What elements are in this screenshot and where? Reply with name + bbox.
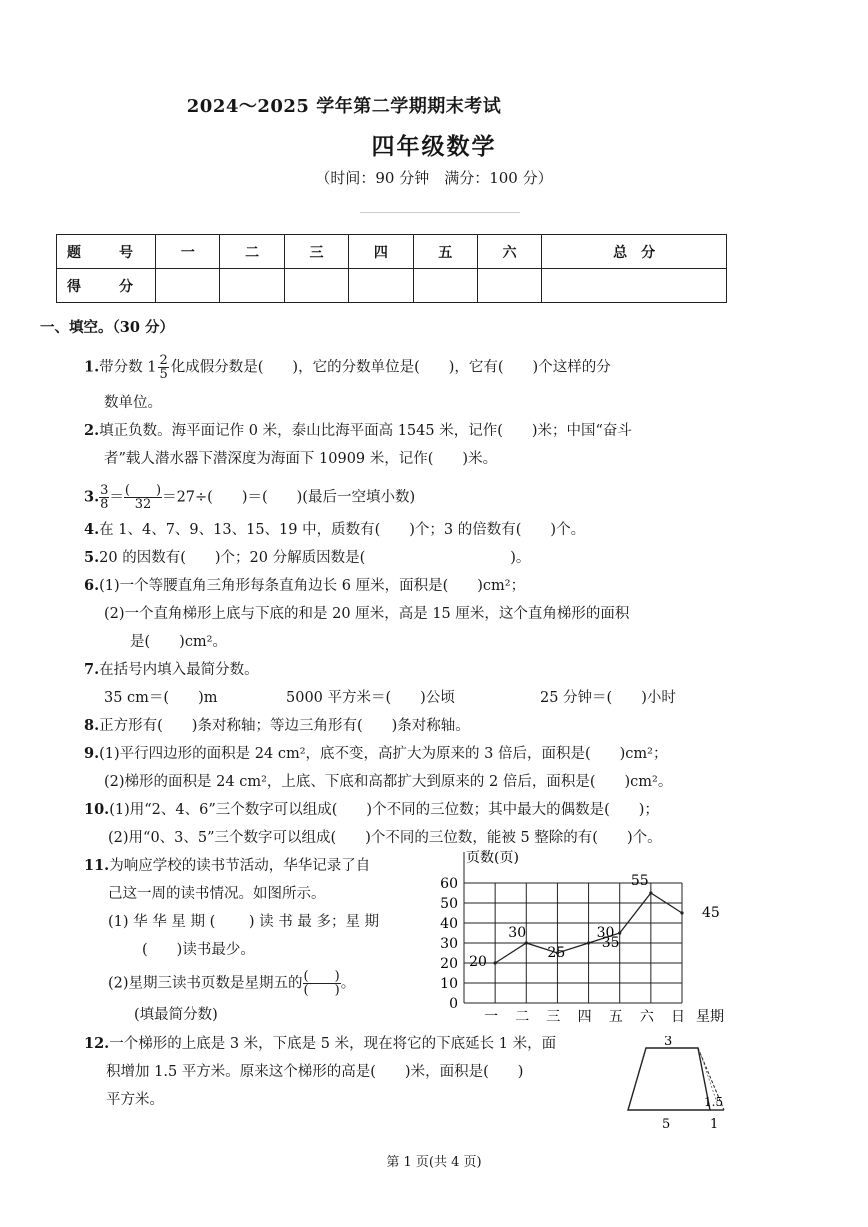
question-number: 11. xyxy=(84,857,110,874)
question-11 xyxy=(84,856,370,876)
score-header-cell: 一 xyxy=(156,235,220,269)
score-input-cell[interactable] xyxy=(413,269,477,303)
trapezoid-shape xyxy=(628,1048,710,1110)
question-text: 填正负数。海平面记作 0 米，泰山比海平面高 1545 米，记作( )米；中国“奋斗 xyxy=(99,423,632,439)
y-tick-label: 50 xyxy=(440,896,458,912)
question-10-part2: (2)用“0、3、5”三个数字可以组成( )个不同的三位数，能被 5 整除的有( )个。 xyxy=(108,830,662,846)
question-9-part2: (2)梯形的面积是 24 cm²，上底、下底和高都扩大到原来的 2 倍后，面积是( )cm²。 xyxy=(104,774,673,790)
y-tick-labels xyxy=(440,876,458,1012)
score-input-cell[interactable] xyxy=(542,269,727,303)
question-text: 20 的因数有( )个；20 分解质因数是( )。 xyxy=(99,550,531,566)
fraction-denominator: 5 xyxy=(159,367,168,382)
fraction xyxy=(99,484,109,511)
question-text: ＝27÷( )＝( )(最后一空填小数) xyxy=(162,489,416,506)
question-7 xyxy=(84,660,259,680)
question-number: 6. xyxy=(84,577,100,594)
extension-label: 1 xyxy=(710,1117,719,1132)
data-label: 30 xyxy=(508,925,527,941)
question-number: 7. xyxy=(84,661,100,678)
question-5 xyxy=(84,548,530,568)
y-tick-label: 40 xyxy=(440,916,458,932)
question-11-note: (填最简分数) xyxy=(134,1007,218,1023)
fraction-denominator: ( ) xyxy=(303,983,340,998)
question-text: (2)星期三读书页数是星期五的 xyxy=(108,975,303,992)
reading-line-chart xyxy=(432,846,732,1026)
question-text: 在括号内填入最简分数。 xyxy=(99,662,259,678)
y-tick-label: 20 xyxy=(440,956,458,972)
x-tick-label: 二 xyxy=(515,1009,530,1025)
y-tick-label: 60 xyxy=(440,876,458,892)
question-text: 带分数 1 xyxy=(99,359,157,376)
top-base-label: 3 xyxy=(664,1036,673,1049)
data-label: 25 xyxy=(547,945,566,961)
question-text: 一个梯形的上底是 3 米，下底是 5 米，现在将它的下底延长 1 米，面 xyxy=(109,1036,557,1052)
data-label: 35 xyxy=(601,935,620,951)
data-point xyxy=(494,961,497,964)
question-2 xyxy=(84,421,632,441)
page-footer: 第 1 页(共 4 页) xyxy=(386,1155,482,1170)
question-number: 10. xyxy=(84,801,110,818)
score-input-cell[interactable] xyxy=(156,269,220,303)
question-11-part1-cont: ( )读书最少。 xyxy=(142,942,255,958)
fraction xyxy=(124,484,162,511)
question-text: (1)一个等腰直角三角形每条直角边长 6 厘米，面积是( )cm²； xyxy=(99,578,526,594)
score-input-cell[interactable] xyxy=(477,269,541,303)
score-header-cell: 总 分 xyxy=(542,235,727,269)
data-point xyxy=(680,911,683,914)
y-tick-label: 10 xyxy=(440,976,458,992)
data-point xyxy=(649,891,652,894)
x-tick-label: 五 xyxy=(608,1009,623,1025)
data-label: 55 xyxy=(630,873,649,889)
question-6-part2: (2)一个直角梯形上底与下底的和是 20 厘米，高是 15 厘米，这个直角梯形的面积 xyxy=(104,606,630,622)
question-number: 4. xyxy=(84,521,100,538)
x-axis-label: 星期 xyxy=(696,1009,724,1025)
question-12-cont2: 平方米。 xyxy=(106,1092,164,1108)
data-label: 20 xyxy=(469,954,487,970)
question-number: 9. xyxy=(84,745,100,762)
score-header-cell: 五 xyxy=(413,235,477,269)
fraction-numerator: 3 xyxy=(100,483,109,498)
question-9 xyxy=(84,744,667,764)
question-number: 8. xyxy=(84,717,100,734)
question-number: 12. xyxy=(84,1035,110,1052)
question-text: 在 1、4、7、9、13、15、19 中，质数有( )个；3 的倍数有( )个。 xyxy=(99,522,586,538)
question-11-part2 xyxy=(108,970,355,997)
question-2-cont: 者”载人潜水器下潜深度为海面下 10909 米，记作( )米。 xyxy=(104,451,498,467)
question-11-part1: (1) 华 华 星 期 ( ) 读 书 最 多；星 期 xyxy=(108,914,380,930)
question-1 xyxy=(84,354,611,381)
y-axis-label: 页数(页) xyxy=(466,850,519,866)
question-3 xyxy=(84,484,415,511)
question-number: 5. xyxy=(84,549,100,566)
exam-subtitle: （时间：90 分钟 满分：100 分） xyxy=(315,169,553,187)
question-10 xyxy=(84,800,659,820)
score-row-label: 得 分 xyxy=(57,269,156,303)
fraction-denominator: 8 xyxy=(100,497,109,512)
score-header-cell: 题 号 xyxy=(57,235,156,269)
score-header-cell: 三 xyxy=(284,235,348,269)
data-point xyxy=(587,941,590,944)
score-input-cell[interactable] xyxy=(220,269,284,303)
score-header-cell: 六 xyxy=(477,235,541,269)
question-number: 3. xyxy=(84,488,100,506)
section-heading: 一、填空。（30 分） xyxy=(40,319,174,336)
x-tick-label: 日 xyxy=(671,1009,685,1025)
question-text: (1)用“2、4、6”三个数字可以组成( )个不同的三位数；其中最大的偶数是( )； xyxy=(109,802,659,818)
question-6 xyxy=(84,576,525,596)
score-table xyxy=(56,234,727,303)
question-1-cont: 数单位。 xyxy=(104,395,162,411)
bottom-base-label: 5 xyxy=(662,1117,671,1132)
fraction-denominator: 32 xyxy=(134,497,152,512)
exam-title: 2024～2025 学年第二学期期末考试 xyxy=(186,96,502,117)
question-text: 为响应学校的读书节活动，华华记录了自 xyxy=(109,858,371,874)
divider xyxy=(360,212,520,213)
question-number: 1. xyxy=(84,358,100,376)
question-text: 正方形有( )条对称轴；等边三角形有( )条对称轴。 xyxy=(99,718,470,734)
fraction-answer[interactable] xyxy=(303,970,341,997)
question-7a: 35 cm＝( )m xyxy=(104,690,218,706)
question-12-cont: 积增加 1.5 平方米。原来这个梯形的高是( )米，面积是( ) xyxy=(106,1064,524,1080)
question-7b: 5000 平方米＝( )公顷 xyxy=(286,690,455,706)
fraction-numerator: ( ) xyxy=(303,969,340,984)
score-input-cell[interactable] xyxy=(349,269,413,303)
data-label: 30 xyxy=(596,925,615,941)
question-text: (1)平行四边形的面积是 24 cm²，底不变，高扩大为原来的 3 倍后，面积是( )cm²； xyxy=(99,746,668,762)
x-tick-label: 六 xyxy=(639,1009,654,1025)
equals-sign: ＝ xyxy=(109,489,124,506)
question-4 xyxy=(84,520,585,540)
question-7c: 25 分钟＝( )小时 xyxy=(540,690,676,706)
question-8 xyxy=(84,716,470,736)
score-header-cell: 二 xyxy=(220,235,284,269)
score-table-header-row xyxy=(57,235,727,269)
score-table-score-row xyxy=(57,269,727,303)
data-point xyxy=(525,941,528,944)
data-label: 45 xyxy=(702,905,720,921)
trapezoid-figure xyxy=(620,1036,760,1136)
fraction-numerator: ( ) xyxy=(124,483,162,498)
question-text: 。 xyxy=(340,975,356,992)
question-text: 化成假分数是( )，它的分数单位是( )，它有( )个这样的分 xyxy=(170,359,611,376)
x-tick-label: 三 xyxy=(546,1009,561,1025)
x-tick-label: 四 xyxy=(577,1009,592,1025)
question-11-cont: 己这一周的读书情况。如图所示。 xyxy=(108,886,326,902)
added-area-label: 1.5 xyxy=(704,1095,724,1109)
x-tick-label: 一 xyxy=(484,1009,499,1025)
question-6-part2-cont: 是( )cm²。 xyxy=(130,634,227,650)
question-12 xyxy=(84,1034,556,1054)
x-tick-labels xyxy=(484,1009,685,1025)
score-header-cell: 四 xyxy=(349,235,413,269)
question-number: 2. xyxy=(84,422,100,439)
fraction xyxy=(158,354,168,381)
y-tick-label: 30 xyxy=(440,936,458,952)
chart-grid xyxy=(464,852,682,1003)
fraction-numerator: 2 xyxy=(159,353,168,368)
y-tick-label: 0 xyxy=(449,996,458,1012)
subject-title: 四年级数学 xyxy=(371,133,497,160)
score-input-cell[interactable] xyxy=(284,269,348,303)
